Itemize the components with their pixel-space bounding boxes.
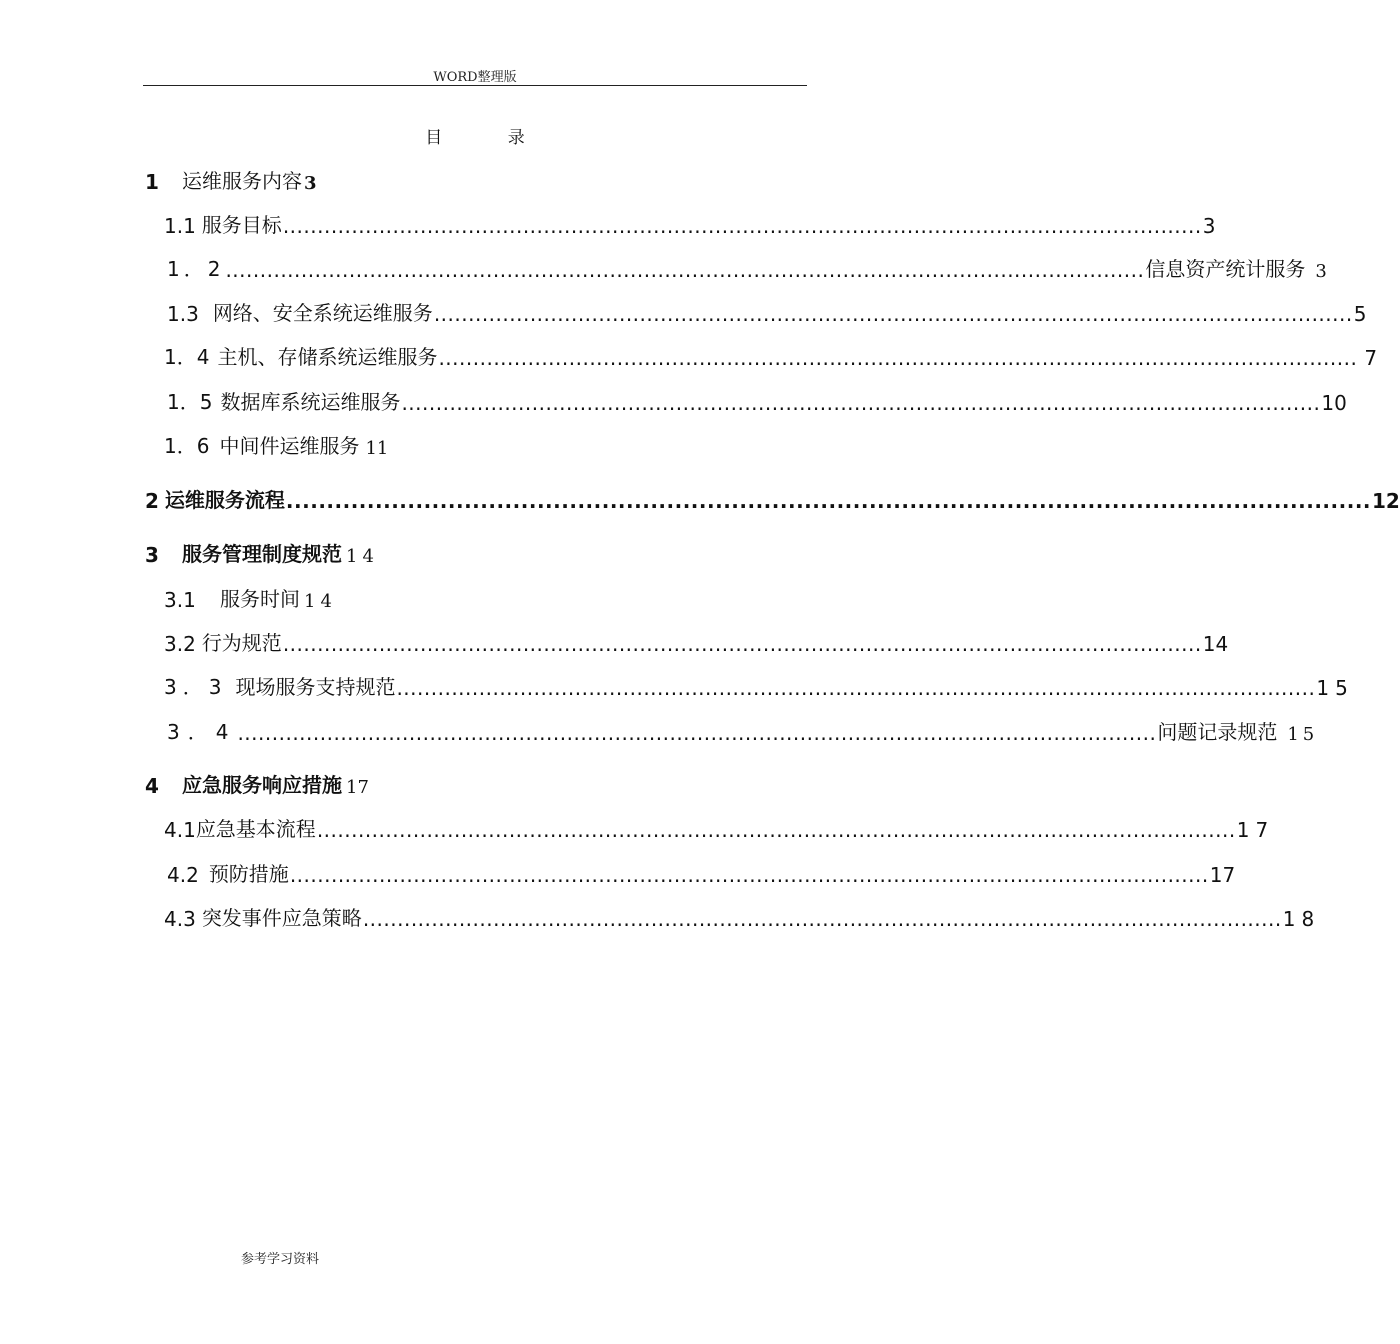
toc-entry-number: 3: [145, 543, 159, 567]
toc-entry-page: 3: [1315, 261, 1327, 282]
toc-entry-page: 11: [365, 438, 389, 459]
toc-leader: ......................................................................................................................................: [396, 676, 1316, 700]
toc-entry-page: 3: [304, 173, 317, 194]
toc-entry-label: 信息资产统计服务: [1145, 257, 1306, 281]
toc-entry-page: 5: [1353, 302, 1367, 326]
toc-entry-label: 现场服务支持规范: [235, 675, 396, 699]
toc-entry-page: 17: [1209, 863, 1236, 887]
toc-leader: ......................................................................................................................................: [401, 391, 1321, 415]
toc-entry-3-1[interactable]: [164, 582, 337, 612]
toc-entry-number: 4.3: [164, 907, 196, 931]
toc-entry-page: 18: [1282, 907, 1321, 931]
toc-entry-1-4[interactable]: [164, 340, 1378, 370]
toc-entry-number: 1．5: [167, 390, 213, 414]
toc-leader: ......................................................................................................................................: [225, 258, 1145, 282]
toc-entry-page: 14: [1202, 632, 1229, 656]
toc-entry-label: 应急服务响应措施: [182, 773, 342, 797]
toc-leader: ......................................................................................................................................: [282, 214, 1202, 238]
toc-entry-page: 15: [1316, 676, 1354, 700]
toc-entry-1-5[interactable]: [167, 385, 1347, 415]
toc-entry-page: 10: [1321, 391, 1347, 415]
toc-entry-1-6[interactable]: [164, 429, 388, 459]
toc-entry-number: 4.1: [164, 818, 196, 842]
toc-entry-number: 1．4: [164, 345, 210, 369]
toc-entry-page: 7: [1364, 346, 1378, 370]
toc-entry-4-3[interactable]: [164, 901, 1321, 931]
toc-entry-label: 应急基本流程: [195, 817, 316, 841]
toc-entry-page: 3: [1202, 214, 1216, 238]
toc-entry-label: 服务管理制度规范: [182, 542, 342, 566]
toc-leader: ......................................................................................................................................: [316, 818, 1236, 842]
toc-entry-page: 17: [346, 777, 369, 798]
toc-entry-page: 15: [1287, 724, 1319, 745]
toc-entry-3[interactable]: [145, 537, 379, 567]
toc-entry-number: 4: [145, 774, 159, 798]
toc-leader: ......................................................................................................................................: [362, 907, 1282, 931]
toc-entry-label: 服务时间: [220, 587, 300, 611]
toc-entry-3-3[interactable]: [164, 670, 1354, 700]
toc-entry-1-2[interactable]: [167, 252, 1327, 282]
toc-entry-page: 12: [1372, 489, 1400, 513]
toc-leader: ......................................................................................................................................: [282, 632, 1202, 656]
toc-entry-number: 3.1: [164, 588, 196, 612]
toc-entry-1[interactable]: [145, 164, 317, 194]
toc-entry-label: 主机、存储系统运维服务: [217, 345, 438, 369]
toc-leader: ......................................................................................................................................: [289, 863, 1209, 887]
toc-leader: ......................................................................................................................................: [285, 489, 1372, 513]
toc-leader: ......................................................................................................................................: [438, 346, 1358, 370]
toc-entry-4-2[interactable]: [167, 857, 1236, 887]
toc-leader: ......................................................................................................................................: [433, 302, 1353, 326]
toc-entry-number: 2: [145, 489, 159, 513]
toc-entry-number: 3.2: [164, 632, 196, 656]
toc-entry-number: 1．6: [164, 434, 210, 458]
header-rule: [143, 85, 807, 86]
toc-entry-label: 运维服务内容: [182, 169, 302, 193]
toc-entry-number: 3．3: [164, 675, 228, 699]
toc-entry-label: 网络、安全系统运维服务: [212, 301, 433, 325]
toc-entry-3-2[interactable]: [164, 626, 1229, 656]
toc-entry-label: 服务目标: [201, 213, 282, 237]
toc-entry-label: 预防措施: [208, 862, 289, 886]
toc-entry-number: 1.3: [167, 302, 199, 326]
toc-entry-page: 14: [304, 591, 337, 612]
toc-entry-label: 突发事件应急策略: [201, 906, 362, 930]
toc-entry-number: 3．4: [167, 720, 237, 744]
toc-entry-4-1[interactable]: [164, 812, 1275, 842]
toc-entry-number: 4.2: [167, 863, 199, 887]
toc-entry-number: 1．2: [167, 257, 225, 281]
page-header: WORD整理版: [433, 70, 517, 85]
toc-entry-2[interactable]: [145, 483, 1400, 513]
toc-entry-label: 数据库系统运维服务: [220, 390, 401, 414]
page-footer: 参考学习资料: [241, 1252, 320, 1267]
toc-title: 目 录: [425, 128, 555, 148]
toc-entry-3-4[interactable]: [167, 715, 1319, 745]
toc-leader: ......................................................................................................................................: [237, 721, 1157, 745]
toc-entry-page: 17: [1236, 818, 1275, 842]
toc-entry-1-1[interactable]: [164, 208, 1216, 238]
toc-entry-page: 14: [346, 546, 379, 567]
toc-entry-label: 运维服务流程: [164, 488, 285, 512]
toc-entry-label: 行为规范: [201, 631, 282, 655]
toc-entry-4[interactable]: [145, 768, 369, 798]
toc-entry-number: 1.1: [164, 214, 196, 238]
toc-entry-1-3[interactable]: [167, 296, 1367, 326]
toc-entry-number: 1: [145, 170, 159, 194]
toc-entry-label: 问题记录规范: [1157, 720, 1278, 744]
toc-entry-label: 中间件运维服务: [219, 434, 360, 458]
